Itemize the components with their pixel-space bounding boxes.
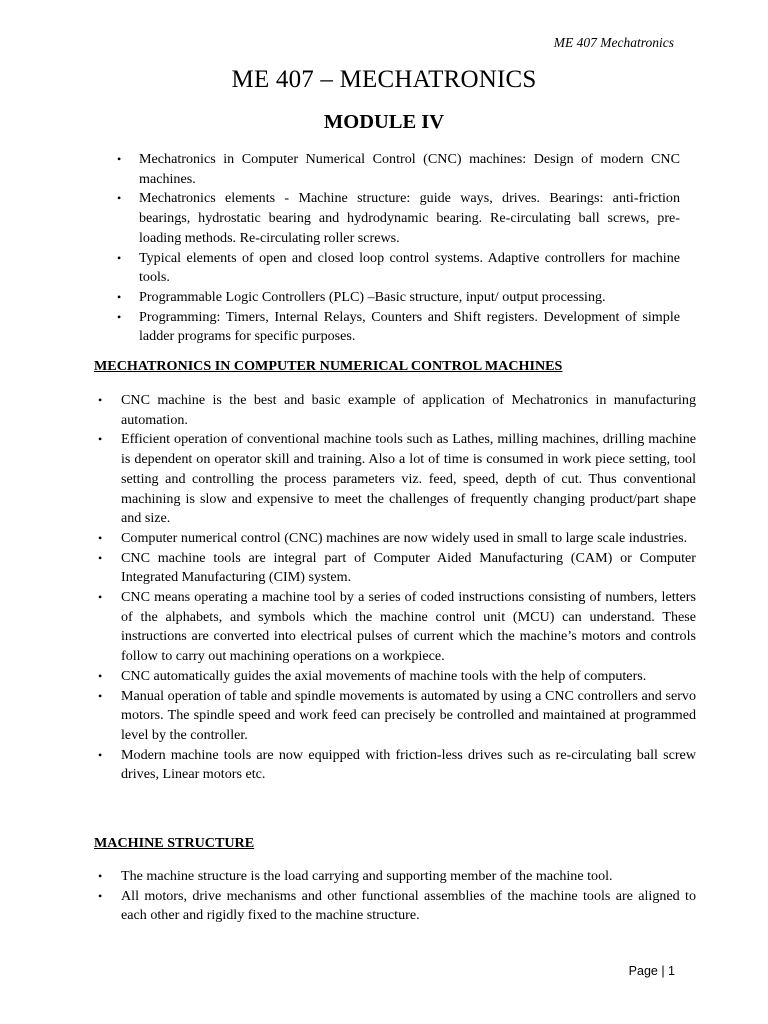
list-item <box>98 529 696 549</box>
bullet-icon: • <box>117 152 122 166</box>
list-item-text: CNC machine is the best and basic example of application of Mechatronics in manufacturing automation. <box>121 392 696 428</box>
module-topics-list <box>117 150 680 347</box>
bullet-icon: • <box>98 888 103 903</box>
list-item <box>98 746 696 785</box>
list-item <box>98 687 696 746</box>
bullet-icon: • <box>98 668 103 683</box>
list-item-text: All motors, drive mechanisms and other functional assemblies of the machine tools are aligned to each other and rigidly fixed to the machine structure. <box>121 887 696 924</box>
list-item-text: Computer numerical control (CNC) machines are now widely used in small to large scale industries. <box>121 529 688 546</box>
bullet-icon: • <box>98 688 103 703</box>
list-item <box>98 391 696 430</box>
list-item <box>117 189 680 248</box>
module-title: MODULE IV <box>323 111 445 133</box>
bullet-icon: • <box>98 393 103 407</box>
list-item-text: Programming: Timers, Internal Relays, Counters and Shift registers. Development of simple ladder programs for specific purposes. <box>139 308 680 345</box>
bullet-icon: • <box>98 590 103 605</box>
list-item-text: Mechatronics elements - Machine structure: guide ways, drives. Bearings: anti-friction bearings, hydrostatic bearing and hydrodynamic bearing. Re-circulating ball screws, pre-loading methods. Re-circulating roller screws. <box>139 190 680 246</box>
bullet-icon: • <box>117 191 122 206</box>
list-item <box>98 430 696 529</box>
list-item <box>98 887 696 926</box>
list-item <box>98 667 696 687</box>
list-item-text: CNC machine tools are integral part of Computer Aided Manufacturing (CAM) or Computer Integrated Manufacturing (CIM) system. <box>121 549 696 586</box>
list-item-text: The machine structure is the load carrying and supporting member of the machine tool. <box>121 868 613 884</box>
list-item <box>98 867 696 887</box>
bullet-icon: • <box>98 869 103 883</box>
machine-structure-list <box>98 867 696 926</box>
list-item-text: CNC automatically guides the axial movements of machine tools with the help of computers. <box>121 667 647 684</box>
list-item <box>117 288 680 308</box>
list-item-text: Typical elements of open and closed loop control systems. Adaptive controllers for machine tools. <box>139 249 680 286</box>
section-heading-cnc: MECHATRONICS IN COMPUTER NUMERICAL CONTROL MACHINES <box>94 358 563 374</box>
document-title: ME 407 – MECHATRONICS <box>231 66 537 93</box>
running-header: ME 407 Mechatronics <box>553 35 674 50</box>
bullet-icon: • <box>98 550 103 565</box>
bullet-icon: • <box>117 289 122 304</box>
list-item <box>98 549 696 588</box>
list-item <box>117 150 680 189</box>
list-item-text: Programmable Logic Controllers (PLC) –Basic structure, input/ output processing. <box>139 288 606 305</box>
bullet-icon: • <box>117 250 122 265</box>
list-item-text: Efficient operation of conventional machine tools such as Lathes, milling machines, drilling machine is dependent on operator skill and training. Also a lot of time is consumed in work piece setting, tool setting and controlling the process parameters viz. feed, speed, depth of cut. Thus conventional machining is slow and expensive to meet the challenges of frequently changing product/part shape and size. <box>121 431 696 527</box>
bullet-icon: • <box>117 309 122 324</box>
bullet-icon: • <box>98 747 103 762</box>
list-item-text: Mechatronics in Computer Numerical Control (CNC) machines: Design of modern CNC machines. <box>139 151 680 187</box>
list-item <box>98 588 696 667</box>
list-item-text: Modern machine tools are now equipped with friction-less drives such as re-circulating ball screw drives, Linear motors etc. <box>121 746 696 783</box>
list-item <box>117 249 680 288</box>
bullet-icon: • <box>98 432 103 447</box>
list-item-text: CNC means operating a machine tool by a series of coded instructions consisting of numbers, letters of the alphabets, and symbols which the machine control unit (MCU) can understand. These instructions are converted into electrical pulses of current which the machine’s motors and controls follow to carry out machining operations on a workpiece. <box>121 589 696 665</box>
list-item <box>117 308 680 347</box>
page-number: Page | 1 <box>628 964 675 978</box>
list-item-text: Manual operation of table and spindle movements is automated by using a CNC controllers and servo motors. The spindle speed and work feed can precisely be controlled and maintained at programmed level by the controller. <box>121 687 696 743</box>
section-heading-machine-structure: MACHINE STRUCTURE <box>94 835 255 851</box>
bullet-icon: • <box>98 530 103 545</box>
cnc-points-list <box>98 391 696 785</box>
